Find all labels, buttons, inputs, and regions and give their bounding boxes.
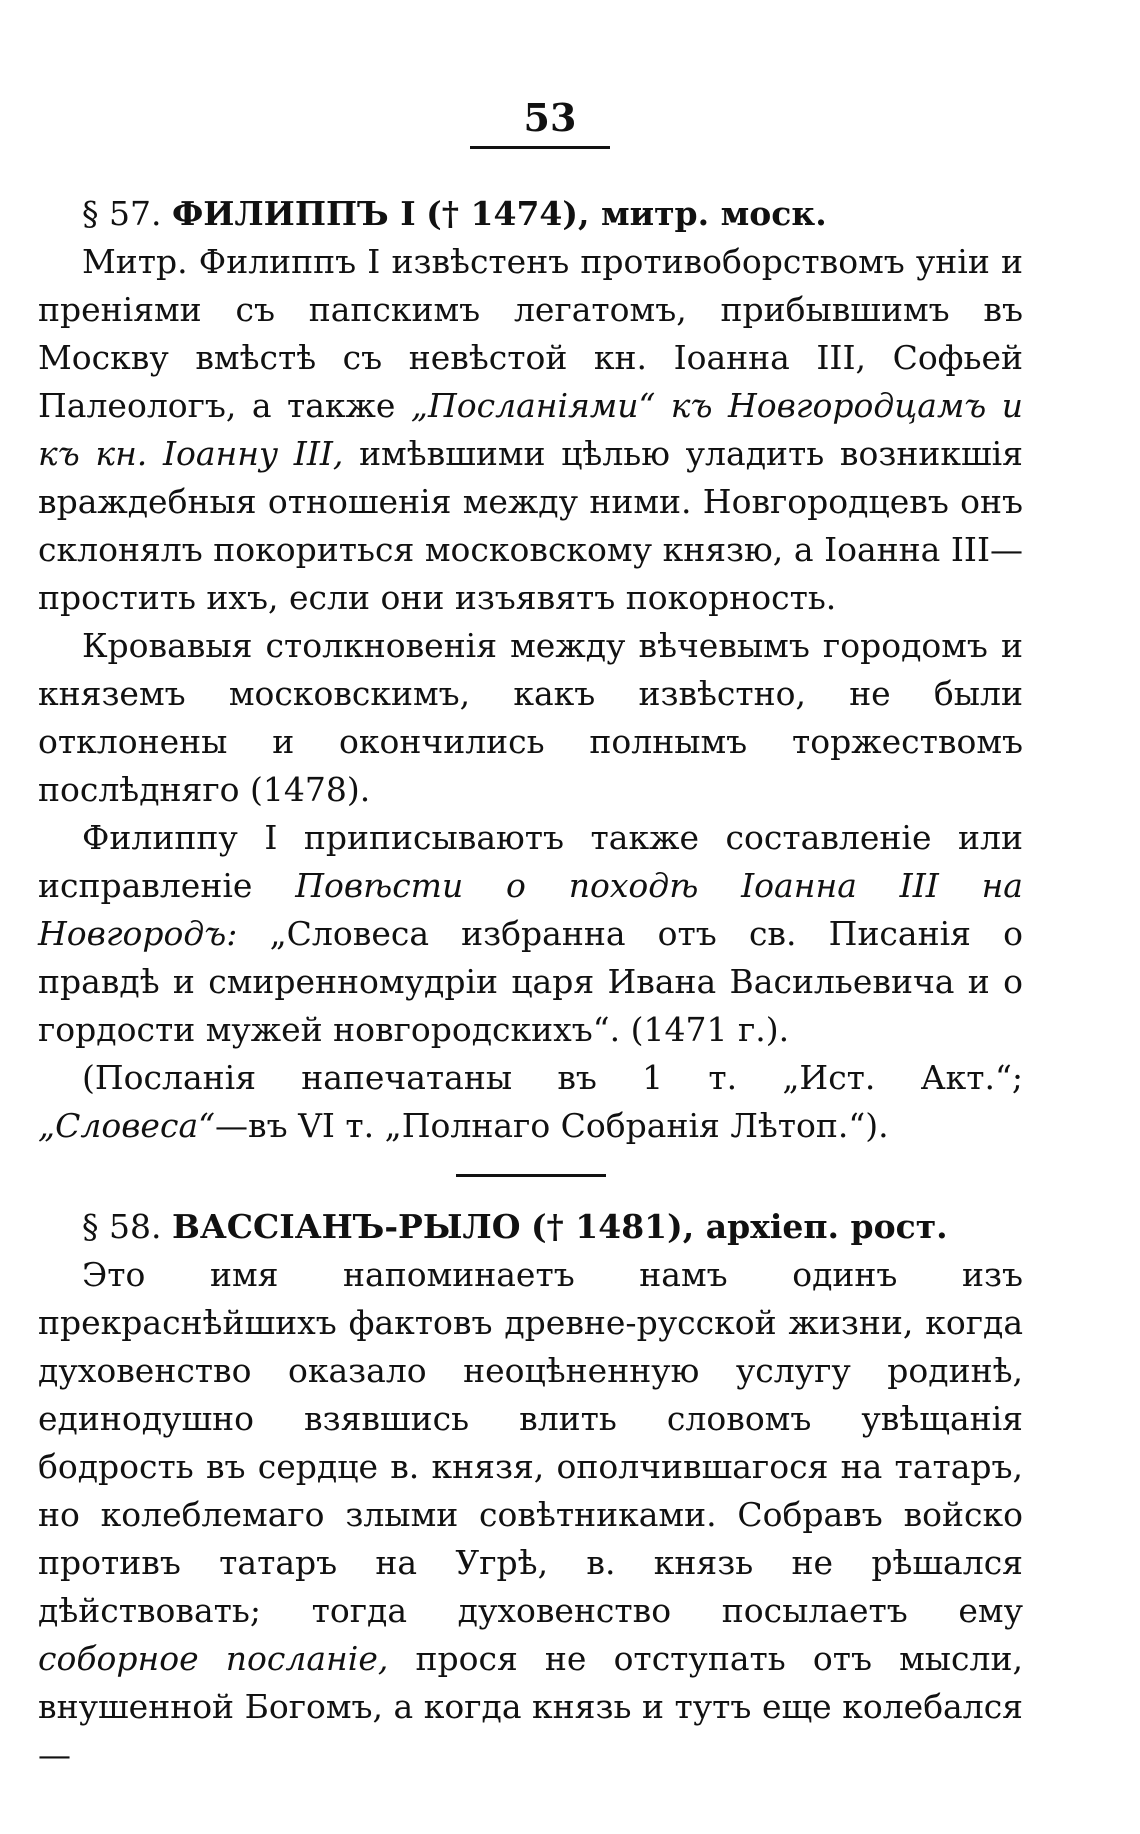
section-57-dates: († 1474), митр. моск. — [426, 194, 827, 233]
section-57-paragraph-1 — [38, 238, 1023, 622]
section-57-paragraph-3 — [38, 814, 1023, 1054]
section-57-name: ФИЛИППЪ I — [171, 194, 416, 233]
text-run: —въ VI т. „Полнаго Собранія Лѣтоп.“). — [215, 1106, 889, 1145]
text-run: Митр. Филиппъ I извѣстенъ противоборствомъ уніи и преніями съ папскимъ легатомъ, прибывшимъ въ Москву вмѣстѣ съ невѣстой кн. Іоанна III, Софьей Палеологъ, а также — [38, 242, 1023, 425]
section-58-paragraph-1 — [38, 1251, 1023, 1779]
text-run: (Посланія напечатаны въ 1 т. „Ист. Акт.“; — [82, 1058, 1023, 1097]
page-number-rule — [470, 146, 610, 149]
italic-title: „Словеса“ — [38, 1106, 215, 1145]
text-run: имѣвшими цѣлью уладить возникшія враждебныя отношенія между ними. Новгородцевъ онъ склонялъ покориться московскому князю, а Іоанна III—простить ихъ, если они изъявятъ покорность. — [38, 434, 1023, 617]
text-run: Филиппу I приписываютъ также составленіе или исправленіе — [38, 818, 1023, 905]
body-text — [38, 190, 1023, 1779]
text-run: Это имя напоминаетъ намъ одинъ изъ прекраснѣйшихъ фактовъ древне-русской жизни, когда духовенство оказало неоцѣненную услугу родинѣ, единодушно взявшись влить словомъ увѣщанія бодрость въ сердце в. князя, ополчившагося на татаръ, но колеблемаго злыми совѣтниками. Собравъ войско противъ татаръ на Угрѣ, в. князь не рѣшался дѣйствовать; тогда духовенство посылаетъ ему — [38, 1255, 1023, 1630]
italic-title: „Посланіями“ къ Новгородцамъ и къ кн. Іоанну III, — [38, 386, 1023, 473]
section-58-heading — [38, 1203, 1023, 1251]
section-58-name: ВАССІАНЪ-РЫЛО — [171, 1207, 521, 1246]
section-58-dates: († 1481), архіеп. рост. — [530, 1207, 948, 1246]
section-57-number: § 57. — [82, 194, 162, 233]
section-57-heading — [38, 190, 1023, 238]
section-separator — [456, 1174, 606, 1177]
page-number: 53 — [523, 95, 577, 140]
italic-title: соборное посланіе, — [38, 1639, 389, 1678]
text-run: прося не отступать отъ мысли, внушенной Богомъ, а когда князь и тутъ еще колебался— — [38, 1639, 1023, 1774]
italic-title: Повѣсти о походѣ Іоанна III на Новгородъ: — [38, 866, 1023, 953]
section-58-number: § 58. — [82, 1207, 162, 1246]
text-run: „Словеса избранна отъ св. Писанія о правдѣ и смиренномудріи царя Ивана Васильевича и о гордости мужей новгородскихъ“. (1471 г.). — [38, 914, 1023, 1049]
section-57-paragraph-4 — [38, 1054, 1023, 1150]
section-57-paragraph-2: Кровавыя столкновенія между вѣчевымъ городомъ и княземъ московскимъ, какъ извѣстно, не были отклонены и окончились полнымъ торжествомъ послѣдняго (1478). — [38, 626, 1023, 809]
